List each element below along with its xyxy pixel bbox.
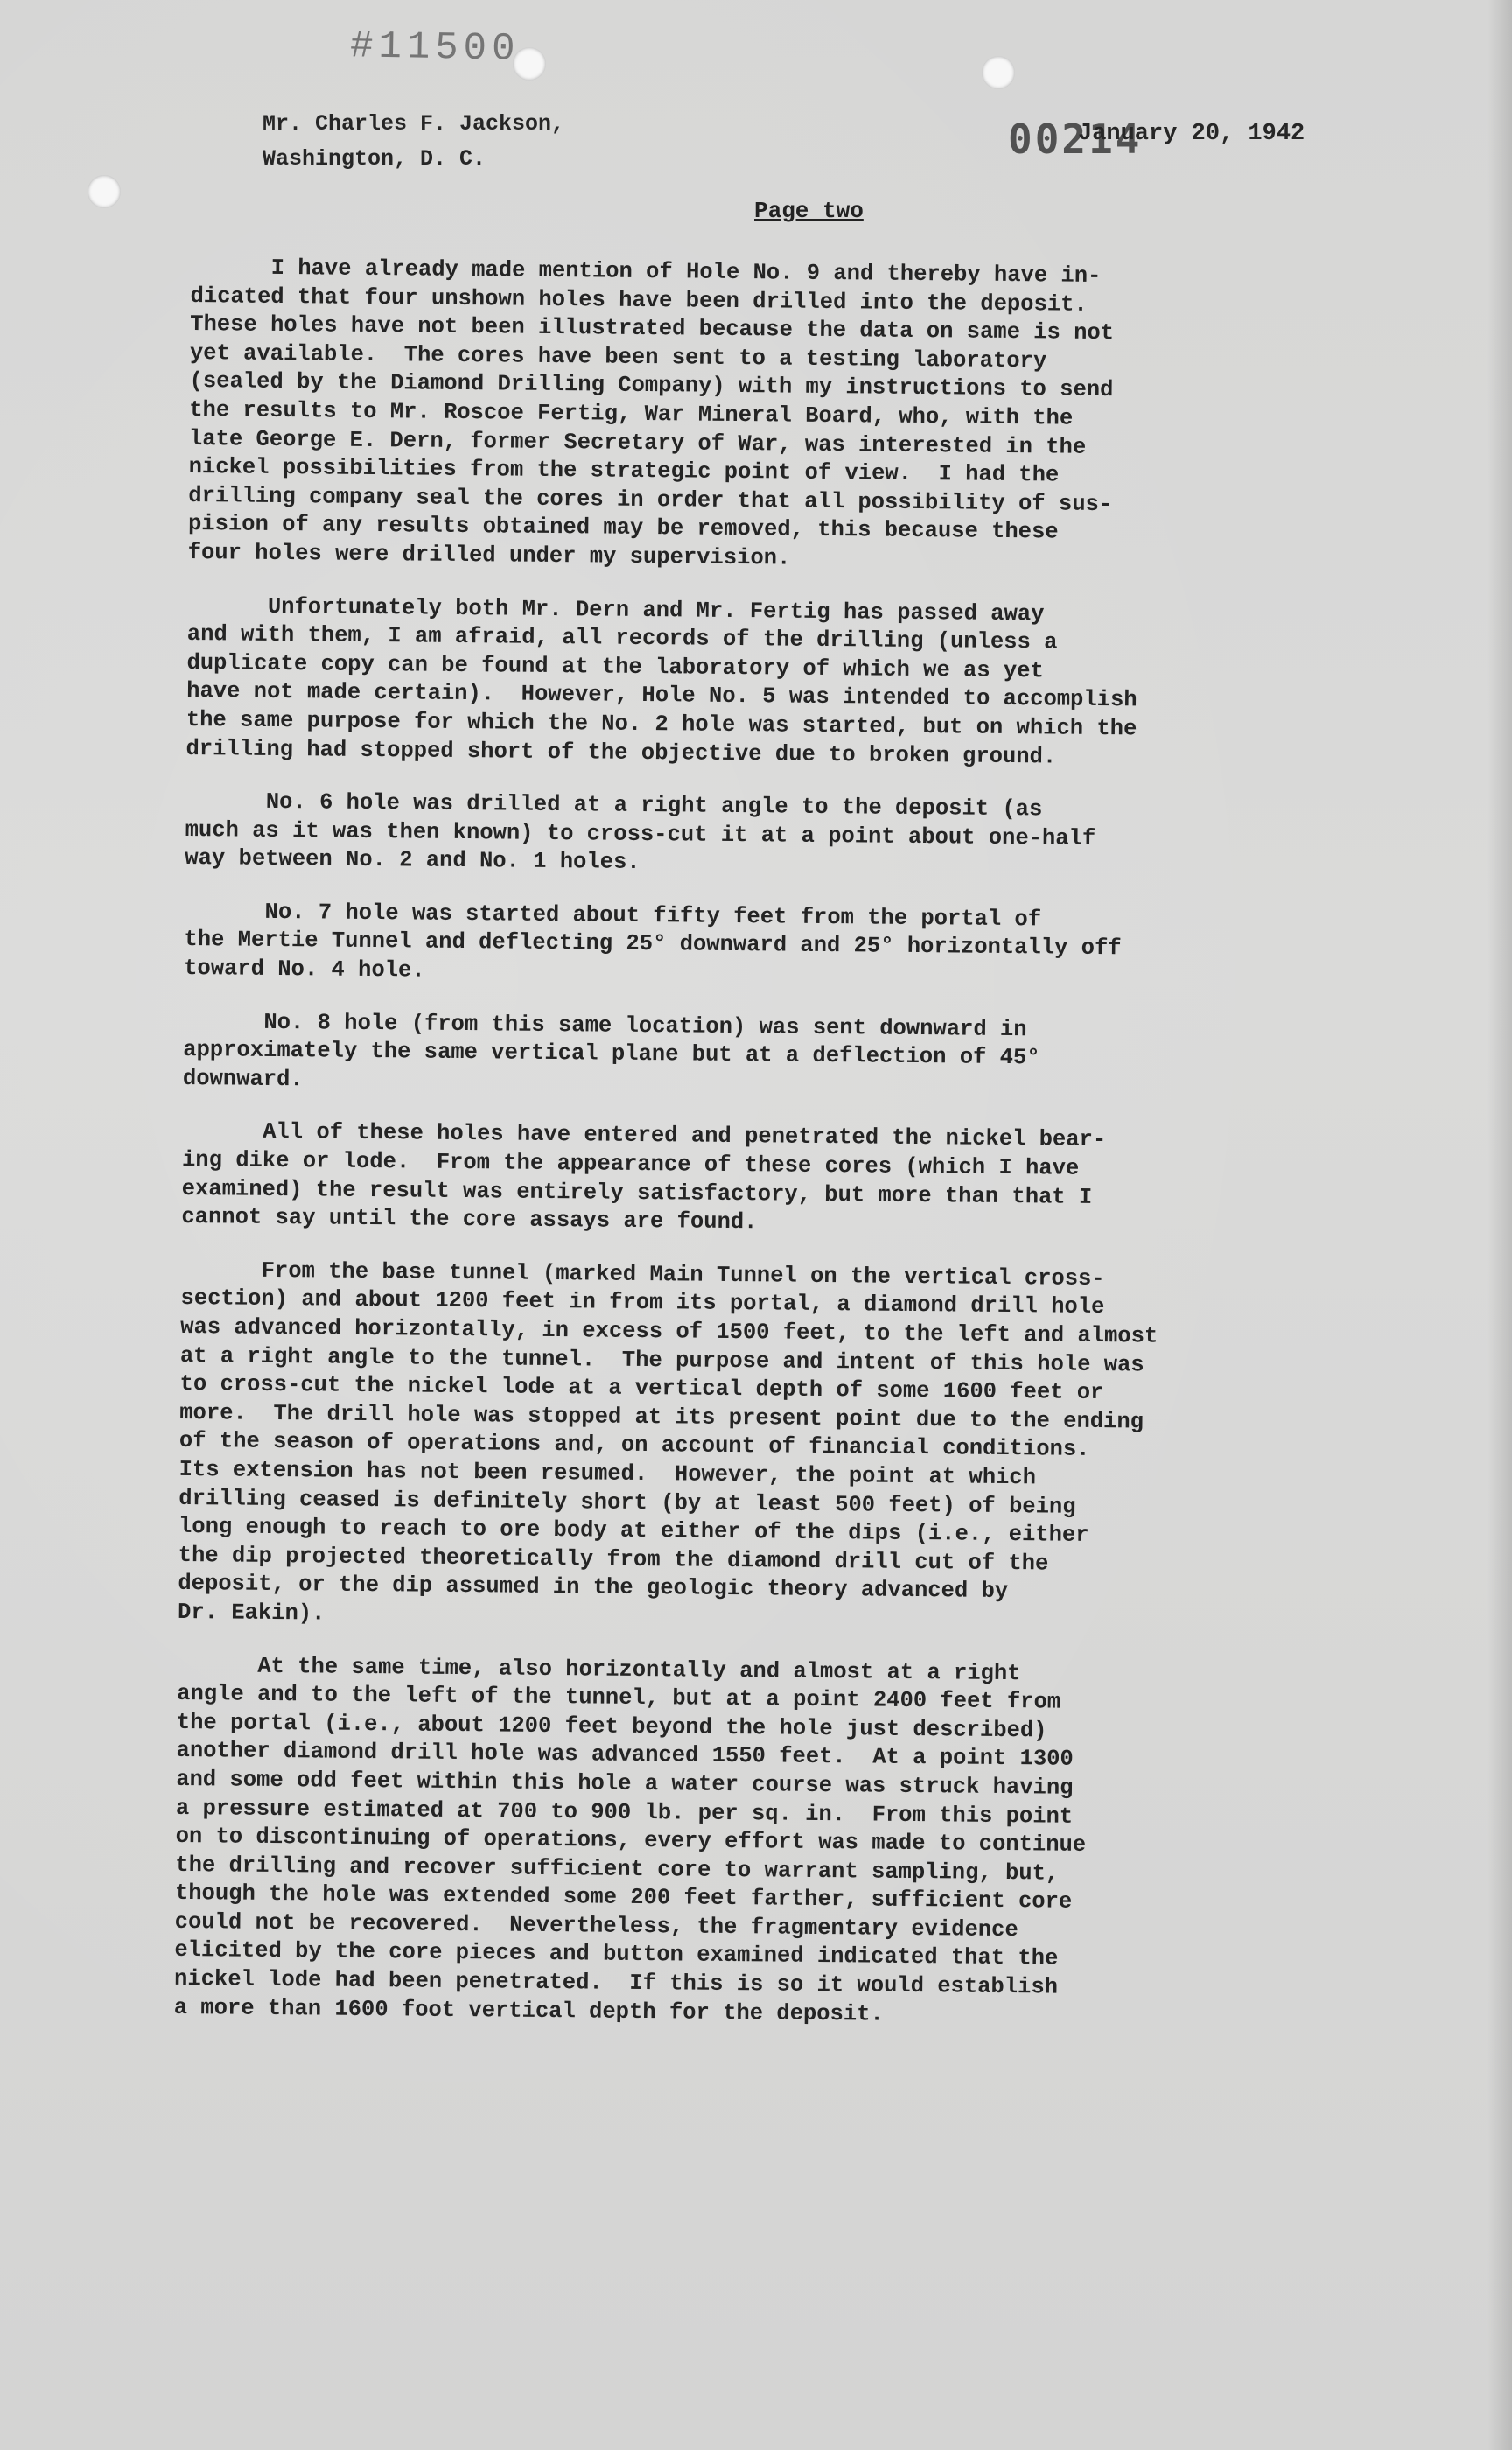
text-line: the dip projected theoretically from the diamond drill cut of the [178,1542,1049,1577]
text-line: cannot say until the core assays are found. [181,1204,758,1236]
text-line: though the hole was extended some 200 feet farther, sufficient core [174,1880,1073,1915]
text-line: a pressure estimated at 700 to 900 lb. per sq. in. From this point [175,1795,1074,1830]
text-line: the Mertie Tunnel and deflecting 25° downward and 25° horizontally off [184,927,1122,962]
text-line: examined) the result was entirely satisfactory, but more than that I [181,1175,1093,1210]
text-line: have not made certain). However, Hole No. 5 was intended to accomplish [186,678,1138,713]
text-line: These holes have not been illustrated because the data on same is not [190,312,1115,346]
text-line: on to discontinuing of operations, every effort was made to continue [175,1824,1087,1858]
text-line: angle and to the left of the tunnel, but at a point 2400 feet from [177,1681,1061,1715]
body-paragraph [186,592,1264,774]
body-paragraph [181,1117,1258,1242]
text-line: to cross-cut the nickel lode at a vertical depth of some 1600 feet or [179,1371,1104,1406]
text-line: deposit, or the dip assumed in the geologic theory advanced by [178,1571,1009,1605]
text-line: All of these holes have entered and penetrated the nickel bear- [182,1118,1107,1153]
text-line: drilling had stopped short of the objective due to broken ground. [186,735,1057,770]
text-line: way between No. 2 and No. 1 holes. [185,845,640,876]
punch-hole [982,56,1015,89]
text-line: much as it was then known) to cross-cut it at a point about one-half [185,816,1096,851]
text-line: ing dike or lode. From the appearance of these cores (which I have [181,1146,1080,1181]
text-line: No. 6 hole was drilled at a right angle to the deposit (as [185,788,1043,822]
body-paragraph [183,1008,1260,1104]
text-line: (sealed by the Diamond Drilling Company) with my instructions to send [189,368,1114,403]
text-line: nickel possibilities from the strategic point of view. I had the [188,454,1060,488]
text-line: a more than 1600 foot vertical depth for the deposit. [173,1994,884,2027]
text-line: elicited by the core pieces and button examined indicated that the [174,1937,1059,1972]
text-line: and with them, I am afraid, all records of the drilling (unless a [186,621,1058,655]
text-line: dicated that four unshown holes have been drilled into the deposit. [190,283,1088,318]
text-line: of the season of operations and, on account of financial conditions. [178,1428,1090,1463]
letter-body [173,254,1267,2057]
body-paragraph [185,788,1262,884]
text-line: late George E. Dern, former Secretary of War, was interested in the [188,425,1087,460]
text-line: approximately the same vertical plane but at a deflection of 45° [183,1037,1040,1071]
text-line: At the same time, also horizontally and almost at a right [177,1652,1021,1686]
punch-hole [88,175,121,208]
text-line: and some odd feet within this hole a water course was struck having [176,1766,1074,1801]
text-line: long enough to reach to ore body at either of the dips (i.e., either [178,1514,1089,1549]
text-line: duplicate copy can be found at the laboratory of which we as yet [186,649,1044,684]
body-paragraph [188,254,1267,578]
text-line: toward No. 4 hole. [184,956,425,984]
text-line: drilling company seal the cores in order that all possibility of sus- [188,482,1113,517]
text-line: yet available. The cores have been sent to a testing laboratory [189,340,1047,374]
body-paragraph [178,1256,1257,1638]
text-line: nickel lode had been penetrated. If this is so it would establish [173,1965,1059,2000]
text-line: drilling ceased is definitely short (by at least 500 feet) of being [178,1485,1076,1520]
text-line: the drilling and recover sufficient core to warrant sampling, but, [175,1852,1060,1886]
text-line: Its extension has not been resumed. However, the point at which [178,1456,1037,1491]
stamped-document-number: 00214 [1008,116,1143,163]
text-line: section) and about 1200 feet in from its portal, a diamond drill hole [180,1285,1105,1320]
text-line: could not be recovered. Nevertheless, the fragmentary evidence [174,1908,1018,1943]
text-line: Dr. Eakin). [177,1599,326,1627]
body-paragraph [184,898,1261,994]
handwritten-file-number: #11500 [349,24,521,72]
addressee-line: Washington, D. C. [262,146,486,172]
text-line: the results to Mr. Roscoe Fertig, War Mineral Board, who, with the [189,396,1074,431]
text-line: the portal (i.e., about 1200 feet beyond the hole just described) [176,1709,1047,1744]
addressee-block [262,107,564,177]
text-line: another diamond drill hole was advanced 1550 feet. At a point 1300 [176,1738,1074,1773]
text-line: pision of any results obtained may be removed, this because these [187,511,1059,545]
text-line: downward. [182,1065,304,1093]
page-heading: Page two [754,198,864,224]
body-paragraph [174,1651,1254,2033]
text-line: I have already made mention of Hole No. 9 and thereby have in- [190,254,1102,289]
text-line: Unfortunately both Mr. Dern and Mr. Fertig has passed away [187,592,1045,626]
text-line: was advanced horizontally, in excess of 1500 feet, to the left and almost [180,1313,1158,1349]
text-line: more. The drill hole was stopped at its present point due to the ending [179,1399,1144,1435]
text-line: four holes were drilled under my supervision. [187,539,791,571]
addressee-line: Mr. Charles F. Jackson, [262,111,565,136]
text-line: From the base tunnel (marked Main Tunnel on the vertical cross- [180,1256,1105,1292]
page-edge-shadow [1488,0,1512,2450]
letter-date: January 20, 1942 [1078,121,1306,147]
text-line: at a right angle to the tunnel. The purpose and intent of this hole was [179,1342,1144,1378]
text-line: No. 8 hole (from this same location) was sent downward in [183,1008,1027,1042]
text-line: the same purpose for which the No. 2 hole was started, but on which the [186,706,1138,742]
text-line: No. 7 hole was started about fifty feet from the portal of [184,898,1042,933]
